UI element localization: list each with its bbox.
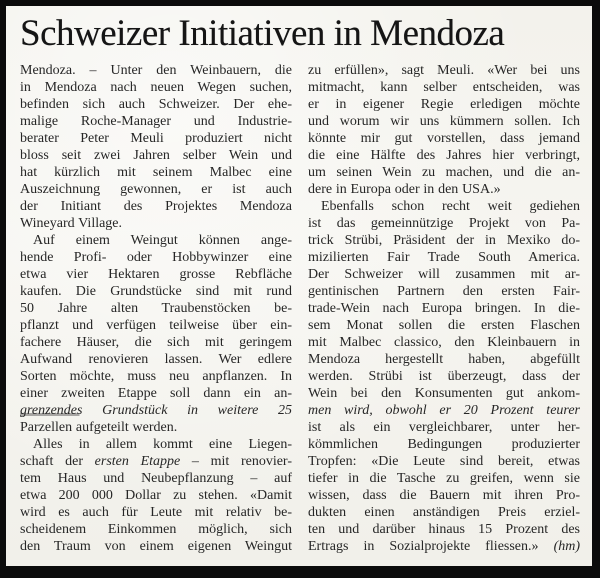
article-line: [308, 419, 580, 436]
article-line: [308, 521, 580, 538]
text-segment: Mendoza hergestellt haben, abgefüllt: [308, 352, 580, 368]
text-segment: etwa vier Hektaren grosse Rebfläche: [20, 267, 292, 283]
text-segment: hat kürzlich mit seinem Malbec eine: [20, 165, 292, 181]
article-line: [308, 79, 580, 96]
article-line: [308, 300, 580, 317]
text-segment: die eine Hälfte des Jahres hier verbringt,: [308, 148, 580, 164]
text-segment: wird es auch für Leute mit relativ be-: [20, 505, 292, 521]
article-line: [20, 487, 292, 504]
article-column-left: [20, 62, 292, 555]
article-line: [20, 181, 292, 198]
text-segment: trade-Wein nach Europa bringen. In die-: [308, 301, 580, 317]
text-segment: Auf einem Weingut können ange-: [33, 233, 292, 249]
article-line: [308, 368, 580, 385]
text-segment: Aufwand renovieren lassen. Wer edlere: [20, 352, 292, 368]
article-line: [308, 215, 580, 232]
text-segment: Sorten möchte, muss neu anpflanzen. In: [20, 369, 292, 385]
article-line: [20, 300, 292, 317]
text-segment: der Initiant des Projektes Mendoza: [20, 199, 292, 215]
article-body: [20, 62, 580, 555]
paragraph: [20, 62, 292, 232]
article-line: [308, 436, 580, 453]
article-line: [308, 113, 580, 130]
text-segment: sem Monat sollen die ersten Flaschen: [308, 318, 580, 334]
article-line: [20, 249, 292, 266]
article-line: [308, 198, 580, 215]
paragraph: [308, 198, 580, 555]
text-segment: ten und darüber hinaus 15 Prozent des: [308, 522, 580, 538]
text-segment: und worum wir uns kümmern sollen. Ich: [308, 114, 580, 130]
emphasized-text: Grundstück in weitere 25: [82, 403, 292, 419]
article-line: [20, 521, 292, 538]
text-segment: pflanzt und verfügen teilweise über ein-: [20, 318, 292, 334]
text-segment: Wineyard Village.: [20, 216, 123, 232]
article-line: [20, 79, 292, 96]
article-column-right: [308, 62, 580, 555]
emphasized-text: men wird, obwohl er 20 Prozent teurer: [308, 403, 580, 419]
article-line: [20, 351, 292, 368]
article-line: [20, 164, 292, 181]
text-segment: hende Profi- oder Hobbywinzer eine: [20, 250, 292, 266]
text-segment: berater Peter Meuli produziert nicht: [20, 131, 292, 147]
article-line: [20, 232, 292, 249]
text-segment: Ertrags in Sozialprojekte fliessen.»: [308, 539, 554, 555]
text-segment: könnte mir gut vorstellen, dass jemand: [308, 131, 580, 147]
text-segment: Auszeichnung gewonnen, er ist auch: [20, 182, 292, 198]
text-segment: mit Malbec classico, den Kleinbauern in: [308, 335, 580, 351]
article-line: [308, 62, 580, 79]
article-headline: Schweizer Initiativen in Mendoza: [20, 13, 505, 54]
article-line: [308, 453, 580, 470]
article-line: [20, 419, 292, 436]
emphasized-text: ersten Etappe: [94, 454, 181, 470]
text-segment: tem Haus und Neubepflanzung – auf: [20, 471, 292, 487]
text-segment: Alles in allem kommt eine Liegen-: [33, 437, 292, 453]
article-line: [308, 470, 580, 487]
text-segment: – mit renovier-: [180, 454, 292, 470]
article-line: [308, 317, 580, 334]
text-segment: mitmacht, kann selber entscheiden, was: [308, 80, 580, 96]
text-segment: er in eigener Regie erledigen möchte: [308, 97, 580, 113]
text-segment: scheidenem Einkommen möglich, sich: [20, 522, 292, 538]
article-line: [308, 181, 580, 198]
text-segment: zu erfüllen», sagt Meuli. «Wer bei uns: [308, 63, 580, 79]
article-line: [308, 504, 580, 521]
text-segment: kömmlichen Bedingungen produzierter: [308, 437, 580, 453]
text-segment: Parzellen aufgeteilt werden.: [20, 420, 178, 436]
article-line: [308, 283, 580, 300]
text-segment: tiefer in die Tasche zu greifen, wenn sie: [308, 471, 580, 487]
text-segment: etwa 200 000 Dollar zu stehen. «Damit: [20, 488, 292, 504]
text-segment: in Mendoza nach neuen Wegen suchen,: [20, 80, 292, 96]
text-segment: einer zweiten Etappe soll dann ein an-: [20, 386, 292, 402]
article-line: [20, 334, 292, 351]
article-line: [308, 538, 580, 555]
article-line: [20, 113, 292, 130]
article-line: [308, 249, 580, 266]
article-line: [20, 96, 292, 113]
paragraph: [308, 62, 580, 198]
article-line: [20, 402, 292, 419]
text-segment: Mendoza. – Unter den Weinbauern, die: [20, 63, 292, 79]
article-line: [308, 232, 580, 249]
article-line: [20, 538, 292, 555]
text-segment: Ebenfalls schon recht weit gediehen: [321, 199, 580, 215]
article-line: [20, 147, 292, 164]
text-segment: malige Roche-Manager und Industrie-: [20, 114, 292, 130]
text-segment: Wein bei den Konsumenten gut ankom-: [308, 386, 580, 402]
emphasized-text: (hm): [553, 539, 580, 555]
text-segment: 50 Jahre alten Traubenstöcken be-: [20, 301, 292, 317]
text-segment: den Traum von einem eigenen Weingut: [20, 539, 292, 555]
article-line: [20, 504, 292, 521]
text-segment: ist das gemeinnützige Projekt von Pa-: [308, 216, 580, 232]
article-line: [20, 215, 292, 232]
emphasized-text: grenzendes: [20, 403, 83, 419]
text-segment: gentinischen Partnern den ersten Fair-: [308, 284, 580, 300]
text-segment: wissen, dass die Bauern mit ihren Pro-: [308, 488, 580, 504]
text-segment: befinden sich auch Schweizer. Der ehe-: [20, 97, 292, 113]
article-line: [20, 453, 292, 470]
article-line: [20, 62, 292, 79]
article-line: [308, 385, 580, 402]
article-line: [20, 198, 292, 215]
article-line: [20, 368, 292, 385]
article-line: [308, 96, 580, 113]
article-line: [308, 334, 580, 351]
text-segment: bloss seit zwei Jahren selber Wein und: [20, 148, 292, 164]
text-segment: mizilierten Fair Trade South America.: [308, 250, 580, 266]
paragraph: [20, 232, 292, 436]
text-segment: werden. Strübi ist überzeugt, dass der: [308, 369, 580, 385]
article-line: [20, 470, 292, 487]
text-segment: fachere Häuser, die sich mit geringem: [20, 335, 292, 351]
article-line: [20, 283, 292, 300]
text-segment: kaufen. Die Grundstücke sind mit rund: [20, 284, 292, 300]
text-segment: ist als ein vergleichbarer, unter her-: [308, 420, 580, 436]
text-segment: dere in Europa oder in den USA.»: [308, 182, 501, 198]
article-line: [308, 266, 580, 283]
article-line: [308, 147, 580, 164]
text-segment: Tropfen: «Die Leute sind bereit, etwas: [308, 454, 580, 470]
article-line: [20, 130, 292, 147]
article-line: [20, 266, 292, 283]
article-line: [20, 317, 292, 334]
text-segment: um seinen Wein zu machen, und die an-: [308, 165, 580, 181]
text-segment: dukten einen anständigen Preis erziel-: [308, 505, 580, 521]
article-line: [20, 436, 292, 453]
article-line: [20, 385, 292, 402]
article-line: [308, 351, 580, 368]
article-line: [308, 164, 580, 181]
text-segment: Der Schweizer will zusammen mit ar-: [308, 267, 580, 283]
article-line: [308, 402, 580, 419]
article-line: [308, 130, 580, 147]
paragraph: [20, 436, 292, 555]
text-segment: trick Strübi, Präsident der in Mexiko do-: [308, 233, 580, 249]
text-segment: schaft der: [20, 454, 95, 470]
article-line: [308, 487, 580, 504]
